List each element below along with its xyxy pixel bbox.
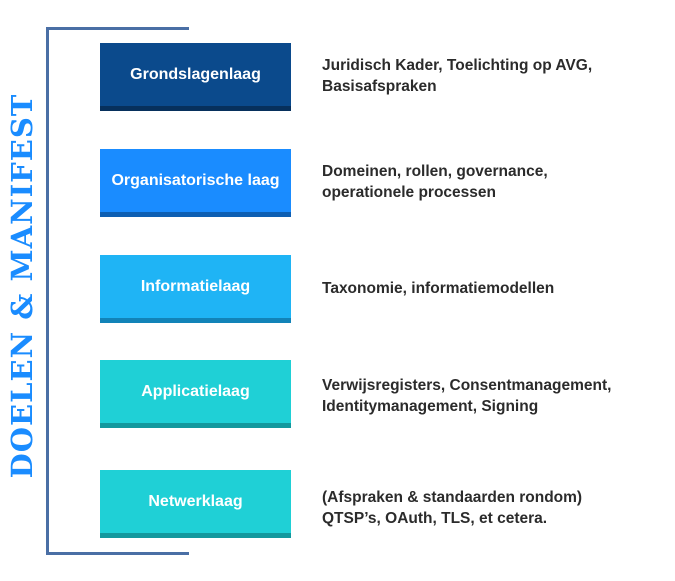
layer-description-grondslagenlaag: [322, 55, 672, 97]
description-line: Domeinen, rollen, governance,: [322, 163, 548, 180]
layer-description-applicatielaag: [322, 375, 672, 417]
layer-label: Applicatielaag: [141, 382, 250, 400]
description-line: Juridisch Kader, Toelichting op AVG,: [322, 57, 593, 74]
description-line: Basisafspraken: [322, 78, 437, 95]
layer-description-informatielaag: [322, 278, 672, 299]
layer-box-grondslagenlaag: [100, 43, 291, 111]
layer-box-netwerklaag: [100, 470, 291, 538]
layer-label: Grondslagenlaag: [130, 65, 261, 83]
layer-box-organisatorische-laag: [100, 149, 291, 217]
layer-description-netwerklaag: [322, 487, 672, 529]
description-line: QTSP’s, OAuth, TLS, et cetera.: [322, 510, 548, 527]
layer-description-organisatorische-laag: [322, 161, 672, 203]
description-line: operationele processen: [322, 184, 497, 201]
vertical-title: [0, 0, 40, 581]
layer-box-informatielaag: [100, 255, 291, 323]
layer-label: Organisatorische laag: [111, 171, 280, 189]
layer-label: Informatielaag: [140, 277, 251, 295]
layer-label: Netwerklaag: [148, 492, 243, 510]
description-line: Taxonomie, informatiemodellen: [322, 280, 555, 297]
layer-box-applicatielaag: [100, 360, 291, 428]
description-line: Verwijsregisters, Consentmanagement,: [322, 377, 612, 394]
description-line: (Afspraken & standaarden rondom): [322, 489, 583, 506]
description-line: Identitymanagement, Signing: [322, 398, 539, 415]
title-text: DOELEN & MANIFEST: [5, 93, 39, 479]
